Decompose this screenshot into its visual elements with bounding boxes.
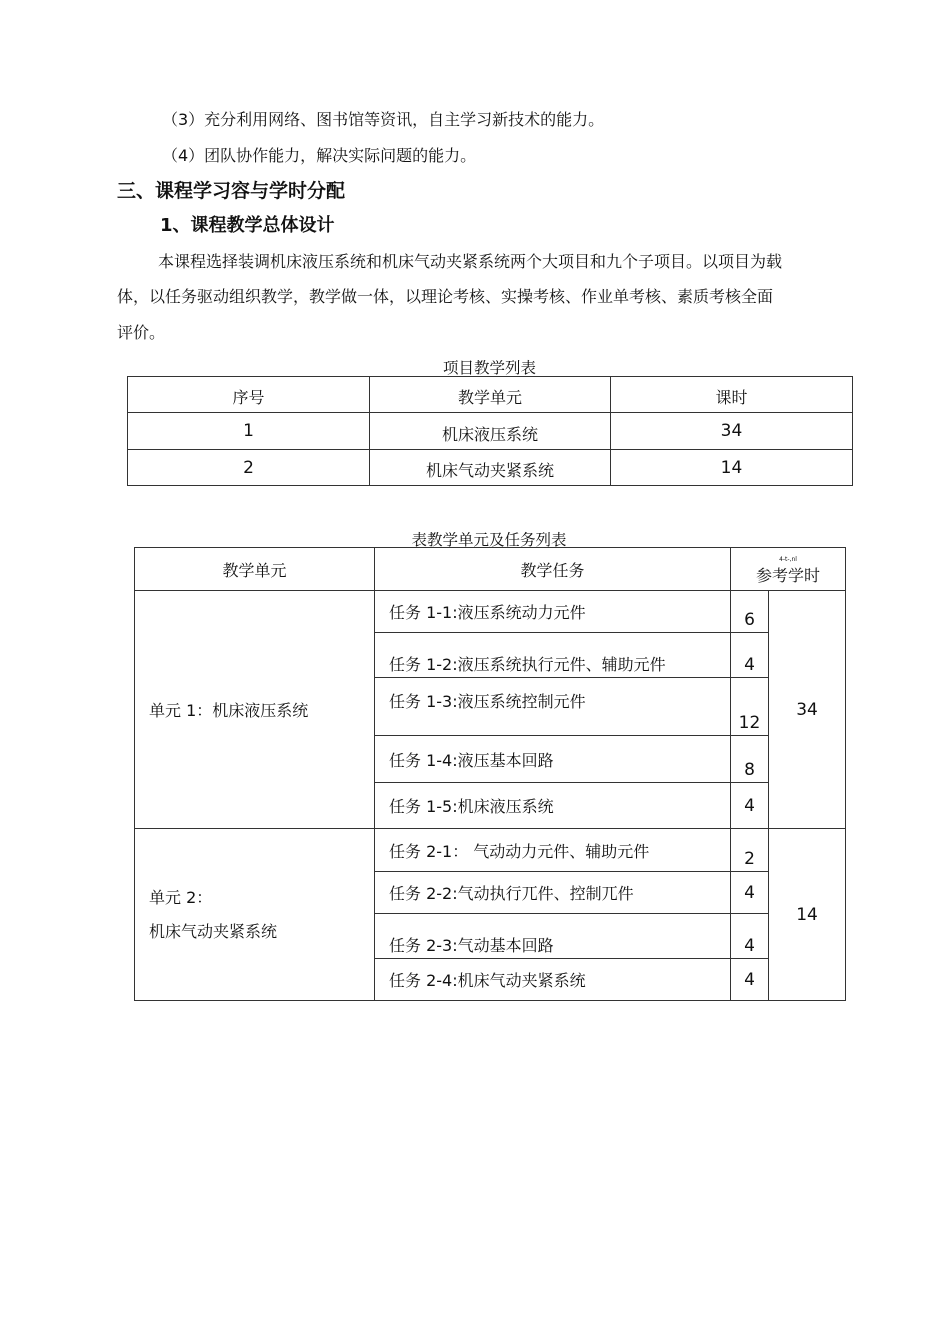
hours-cell: 4: [744, 795, 755, 816]
section-heading: 三、课程学习容与学时分配: [117, 180, 346, 202]
task-cell: 任务 2-2:气动执行兀件、控制兀件: [375, 872, 731, 914]
table-row: [135, 829, 846, 872]
header-small-note: 4-t-,nl: [779, 556, 797, 563]
unit2-cell: [135, 829, 375, 1001]
task-cell: 任务 1-1:液压系统动力元件: [375, 591, 731, 633]
header-cell: 参考学时: [756, 566, 821, 585]
table-header-row: [128, 377, 853, 413]
task-cell: 任务 2-1： 气动动力元件、辅助元件: [375, 829, 731, 872]
task-table: [134, 547, 846, 1001]
hours-cell: 4: [744, 936, 755, 956]
list-item-3: （3）充分利用网络、图书馆等资讯，自主学习新技术的能力。: [162, 110, 605, 129]
table-row: [128, 413, 853, 450]
table2-caption: 表教学单元及任务列表: [411, 531, 567, 549]
task-cell: 任务 1-2:液压系统执行元件、辅助元件: [375, 633, 731, 678]
table-header-row: [135, 548, 846, 591]
hours-cell: 8: [744, 760, 755, 780]
table-cell: 机床液压系统: [441, 425, 538, 444]
body-line-2: 体，以任务驱动组织教学，教学做一体，以理论考核、实操考核、作业单考核、素质考核全面: [117, 287, 774, 306]
unit1-name: 单元 1：机床液压系统: [149, 701, 309, 720]
unit2-name-line1: 单元 2：: [149, 887, 213, 907]
table-cell: 1: [243, 421, 254, 441]
table1-caption: 项目教学列表: [442, 359, 536, 377]
hours-cell: 12: [738, 713, 761, 733]
header-cell: 序号: [232, 388, 265, 407]
task-cell: 任务 2-3:气动基本回路: [375, 914, 731, 959]
task-cell: 任务 1-3:液压系统控制元件: [375, 678, 731, 736]
table-cell: 2: [243, 457, 254, 478]
hours-cell: 6: [744, 610, 755, 630]
hours-cell: 4: [744, 969, 755, 990]
project-table: [127, 376, 853, 486]
table-row: [135, 591, 846, 633]
header-cell: 教学单元: [222, 560, 287, 580]
hours-cell: 4: [744, 655, 755, 675]
table-cell: 机床气动夹紧系统: [425, 461, 554, 480]
hours-cell: 2: [744, 849, 755, 869]
table-cell: 14: [720, 457, 743, 478]
unit2-name-line2: 机床气动夹紧系统: [149, 921, 278, 941]
unit1-cell: [135, 591, 375, 829]
table-cell: 34: [720, 421, 743, 441]
hours-cell: 4: [744, 882, 755, 903]
table-row: [128, 450, 853, 486]
header-cell: 课时: [715, 388, 748, 407]
body-line-3: 评价。: [117, 323, 166, 342]
list-item-4: （4）团队协作能力，解决实际问题的能力。: [162, 146, 477, 165]
task-cell: 任务 1-5:机床液压系统: [375, 783, 731, 829]
subsection-heading: 1、课程教学总体设计: [160, 215, 335, 236]
header-cell: 教学单元: [457, 388, 522, 407]
body-line-1: 本课程选择装调机床液压系统和机床气动夹紧系统两个大项目和九个子项目。以项目为载: [158, 252, 783, 271]
header-cell: 教学任务: [520, 560, 585, 580]
task-cell: 任务 2-4:机床气动夹紧系统: [375, 959, 731, 1001]
task-cell: 任务 1-4:液压基本回路: [375, 736, 731, 783]
unit2-total: 14: [769, 829, 846, 1001]
unit1-total: 34: [769, 591, 846, 829]
